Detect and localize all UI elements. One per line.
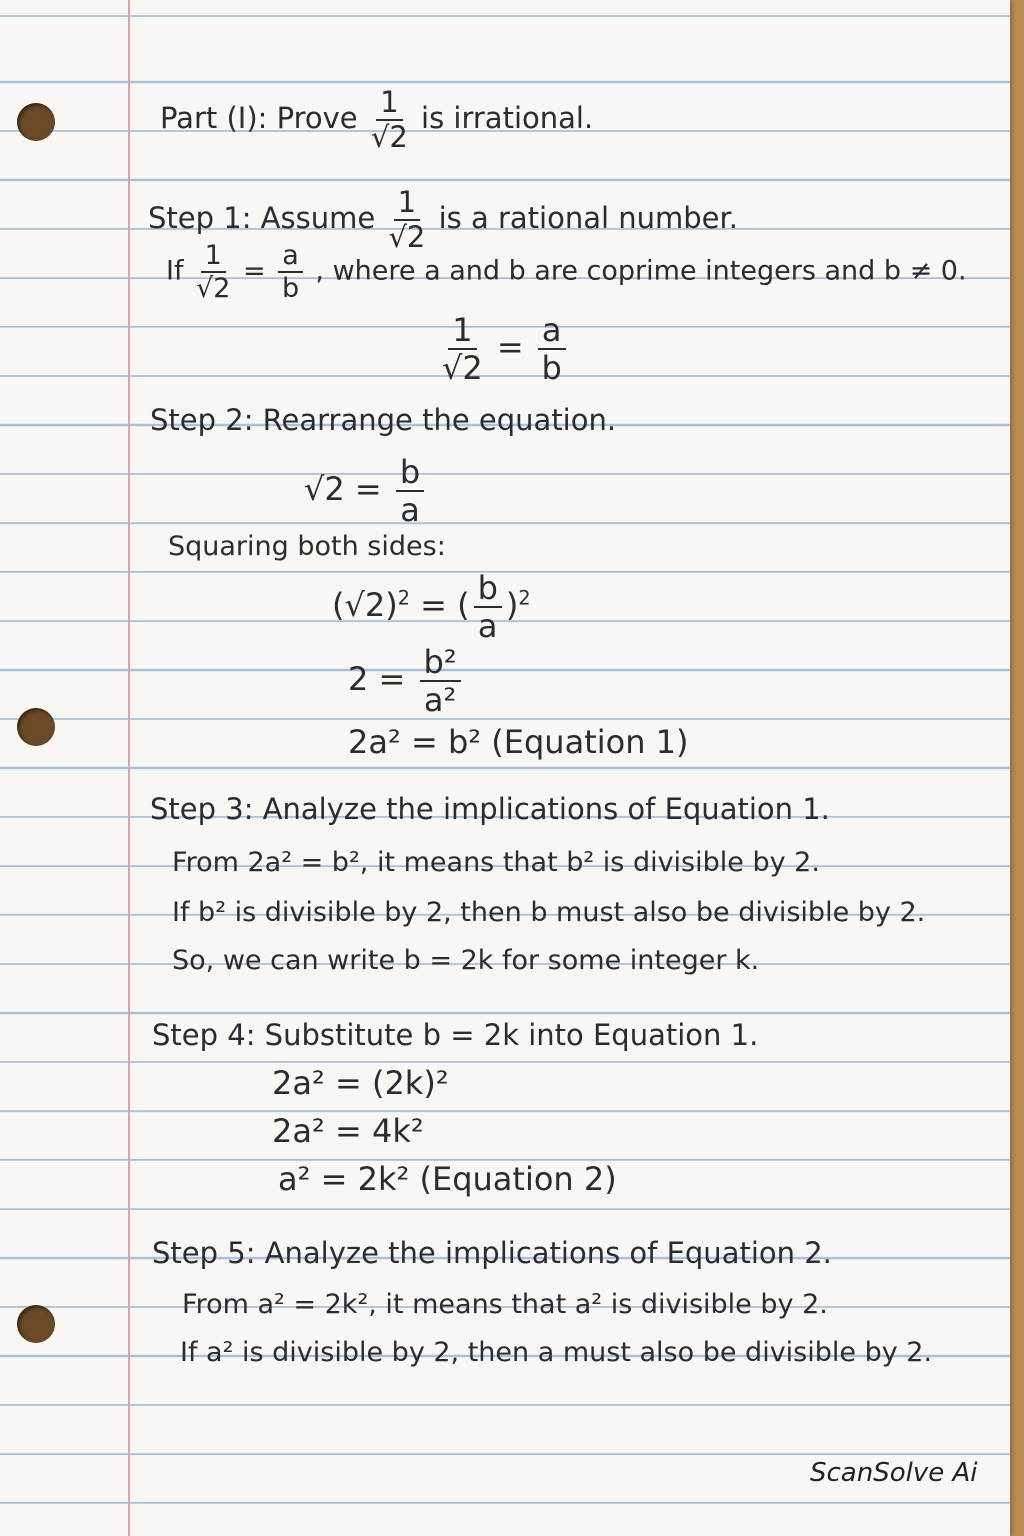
fraction-numerator: a	[538, 314, 566, 350]
fraction-denominator: b	[541, 349, 562, 387]
scansolve-watermark: ScanSolve Ai	[810, 1458, 978, 1488]
step3-line3: So, we can write b = 2k for some integer k.	[172, 945, 760, 976]
step2-eq2	[332, 569, 531, 645]
step2-squaring: Squaring both sides:	[168, 531, 446, 562]
step2-eq2-fraction	[474, 569, 502, 645]
equals-sign: =	[496, 328, 534, 366]
title-suffix: is irrational.	[421, 101, 594, 135]
step2-eq4: 2a² = b² (Equation 1)	[348, 723, 689, 761]
step1-eq-fraction2	[538, 311, 566, 387]
step4-eq2: 2a² = 4k²	[272, 1112, 424, 1150]
step4-heading: Step 4: Substitute b = 2k into Equation 1.	[152, 1018, 759, 1052]
step3-line2: If b² is divisible by 2, then b must also be divisible by 2.	[172, 897, 926, 928]
fraction-denominator: a²	[423, 681, 457, 719]
title-fraction	[370, 85, 408, 154]
fraction-denominator: √2	[388, 220, 426, 254]
eq-left: 2 =	[348, 660, 416, 698]
step3-line1: From 2a² = b², it means that b² is divisible by 2.	[172, 847, 820, 878]
eq-close: )	[505, 586, 519, 624]
fraction-numerator: 1	[201, 242, 226, 273]
step5-line2: If a² is divisible by 2, then a must also be divisible by 2.	[180, 1337, 933, 1368]
step5-heading: Step 5: Analyze the implications of Equation 2.	[152, 1236, 832, 1270]
step4-eq1: 2a² = (2k)²	[272, 1064, 449, 1102]
step1-heading-prefix: Step 1: Assume	[148, 201, 385, 235]
step2-heading: Step 2: Rearrange the equation.	[150, 403, 617, 437]
step5-line1: From a² = 2k², it means that a² is divisible by 2.	[182, 1289, 828, 1320]
step2-eq3	[348, 643, 465, 719]
fraction-denominator: a	[400, 491, 420, 529]
fraction-numerator: 1	[394, 188, 420, 221]
fraction-numerator: 1	[376, 88, 402, 121]
punch-hole-bottom	[17, 1305, 55, 1343]
step2-eq1	[304, 453, 428, 529]
fraction-numerator: 1	[448, 314, 476, 350]
step3-heading: Step 3: Analyze the implications of Equation 1.	[150, 792, 830, 826]
step1-line1-suffix: , where a and b are coprime integers and b ≠ 0.	[315, 255, 967, 287]
step1-line1-fraction2	[278, 242, 303, 302]
fraction-numerator: b	[474, 572, 502, 608]
step2-eq1-fraction	[396, 453, 424, 529]
punch-hole-top	[17, 103, 55, 141]
step1-equation	[438, 311, 570, 387]
eq-mid: = (	[409, 586, 470, 624]
margin-line	[128, 0, 130, 1536]
fraction-denominator: a	[477, 607, 498, 645]
fraction-denominator: √2	[442, 349, 483, 387]
fraction-numerator: b	[396, 456, 424, 492]
page-title	[160, 85, 594, 154]
step1-line1-prefix: If	[166, 255, 193, 287]
title-prefix: Part (I): Prove	[160, 101, 367, 135]
step2-eq3-fraction	[420, 643, 461, 719]
fraction-numerator: a	[278, 242, 303, 273]
equals-sign: =	[243, 255, 275, 287]
fraction-denominator: √2	[196, 273, 231, 304]
exponent: 2	[518, 586, 531, 610]
step4-eq3: a² = 2k² (Equation 2)	[278, 1160, 617, 1198]
step1-heading-suffix: is a rational number.	[438, 201, 738, 235]
fraction-numerator: b²	[420, 646, 461, 682]
fraction-denominator: √2	[370, 120, 408, 154]
punch-hole-middle	[17, 708, 55, 746]
eq-left: (√2)	[332, 586, 398, 624]
eq-left: √2 =	[304, 470, 392, 508]
step1-line1-fraction1	[196, 242, 230, 302]
exponent: 2	[397, 586, 410, 610]
fraction-denominator: b	[281, 273, 300, 304]
step1-line1	[166, 242, 967, 302]
step1-eq-fraction1	[442, 311, 483, 387]
